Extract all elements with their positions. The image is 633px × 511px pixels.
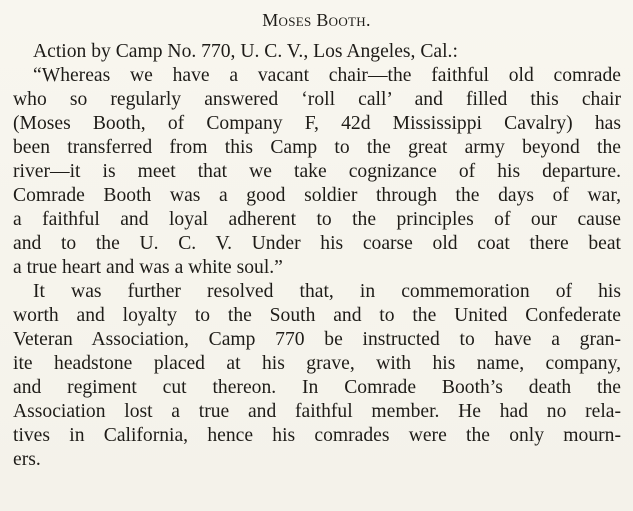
article-title: Moses Booth. [262, 10, 371, 30]
text-line: tives in California, hence his comrades were the only mourn- [13, 425, 621, 446]
text-line: worth and loyalty to the South and to the United Confederate [13, 305, 621, 326]
text-line: (Moses Booth, of Company F, 42d Mississippi Cavalry) has [13, 113, 621, 134]
text-line: Association lost a true and faithful member. He had no rela- [13, 401, 621, 422]
text-line: been transferred from this Camp to the great army beyond the [13, 137, 621, 158]
text-line: river—it is meet that we take cognizance of his departure. [13, 161, 621, 182]
text-line: Comrade Booth was a good soldier through the days of war, [13, 185, 621, 206]
text-line: a faithful and loyal adherent to the principles of our cause [13, 209, 621, 230]
text-line: ers. [13, 449, 41, 470]
text-line: Veteran Association, Camp 770 be instructed to have a gran- [13, 329, 621, 350]
text-line: and regiment cut thereon. In Comrade Booth’s death the [13, 377, 621, 398]
text-line: ite headstone placed at his grave, with his name, company, [13, 353, 621, 374]
text-line: Action by Camp No. 770, U. C. V., Los Angeles, Cal.: [33, 41, 458, 62]
text-line: “Whereas we have a vacant chair—the faithful old comrade [33, 65, 621, 86]
text-line: It was further resolved that, in commemoration of his [33, 281, 621, 302]
text-line: a true heart and was a white soul.” [13, 257, 283, 278]
text-line: and to the U. C. V. Under his coarse old coat there beat [13, 233, 621, 254]
text-line: who so regularly answered ‘roll call’ and filled this chair [13, 89, 621, 110]
